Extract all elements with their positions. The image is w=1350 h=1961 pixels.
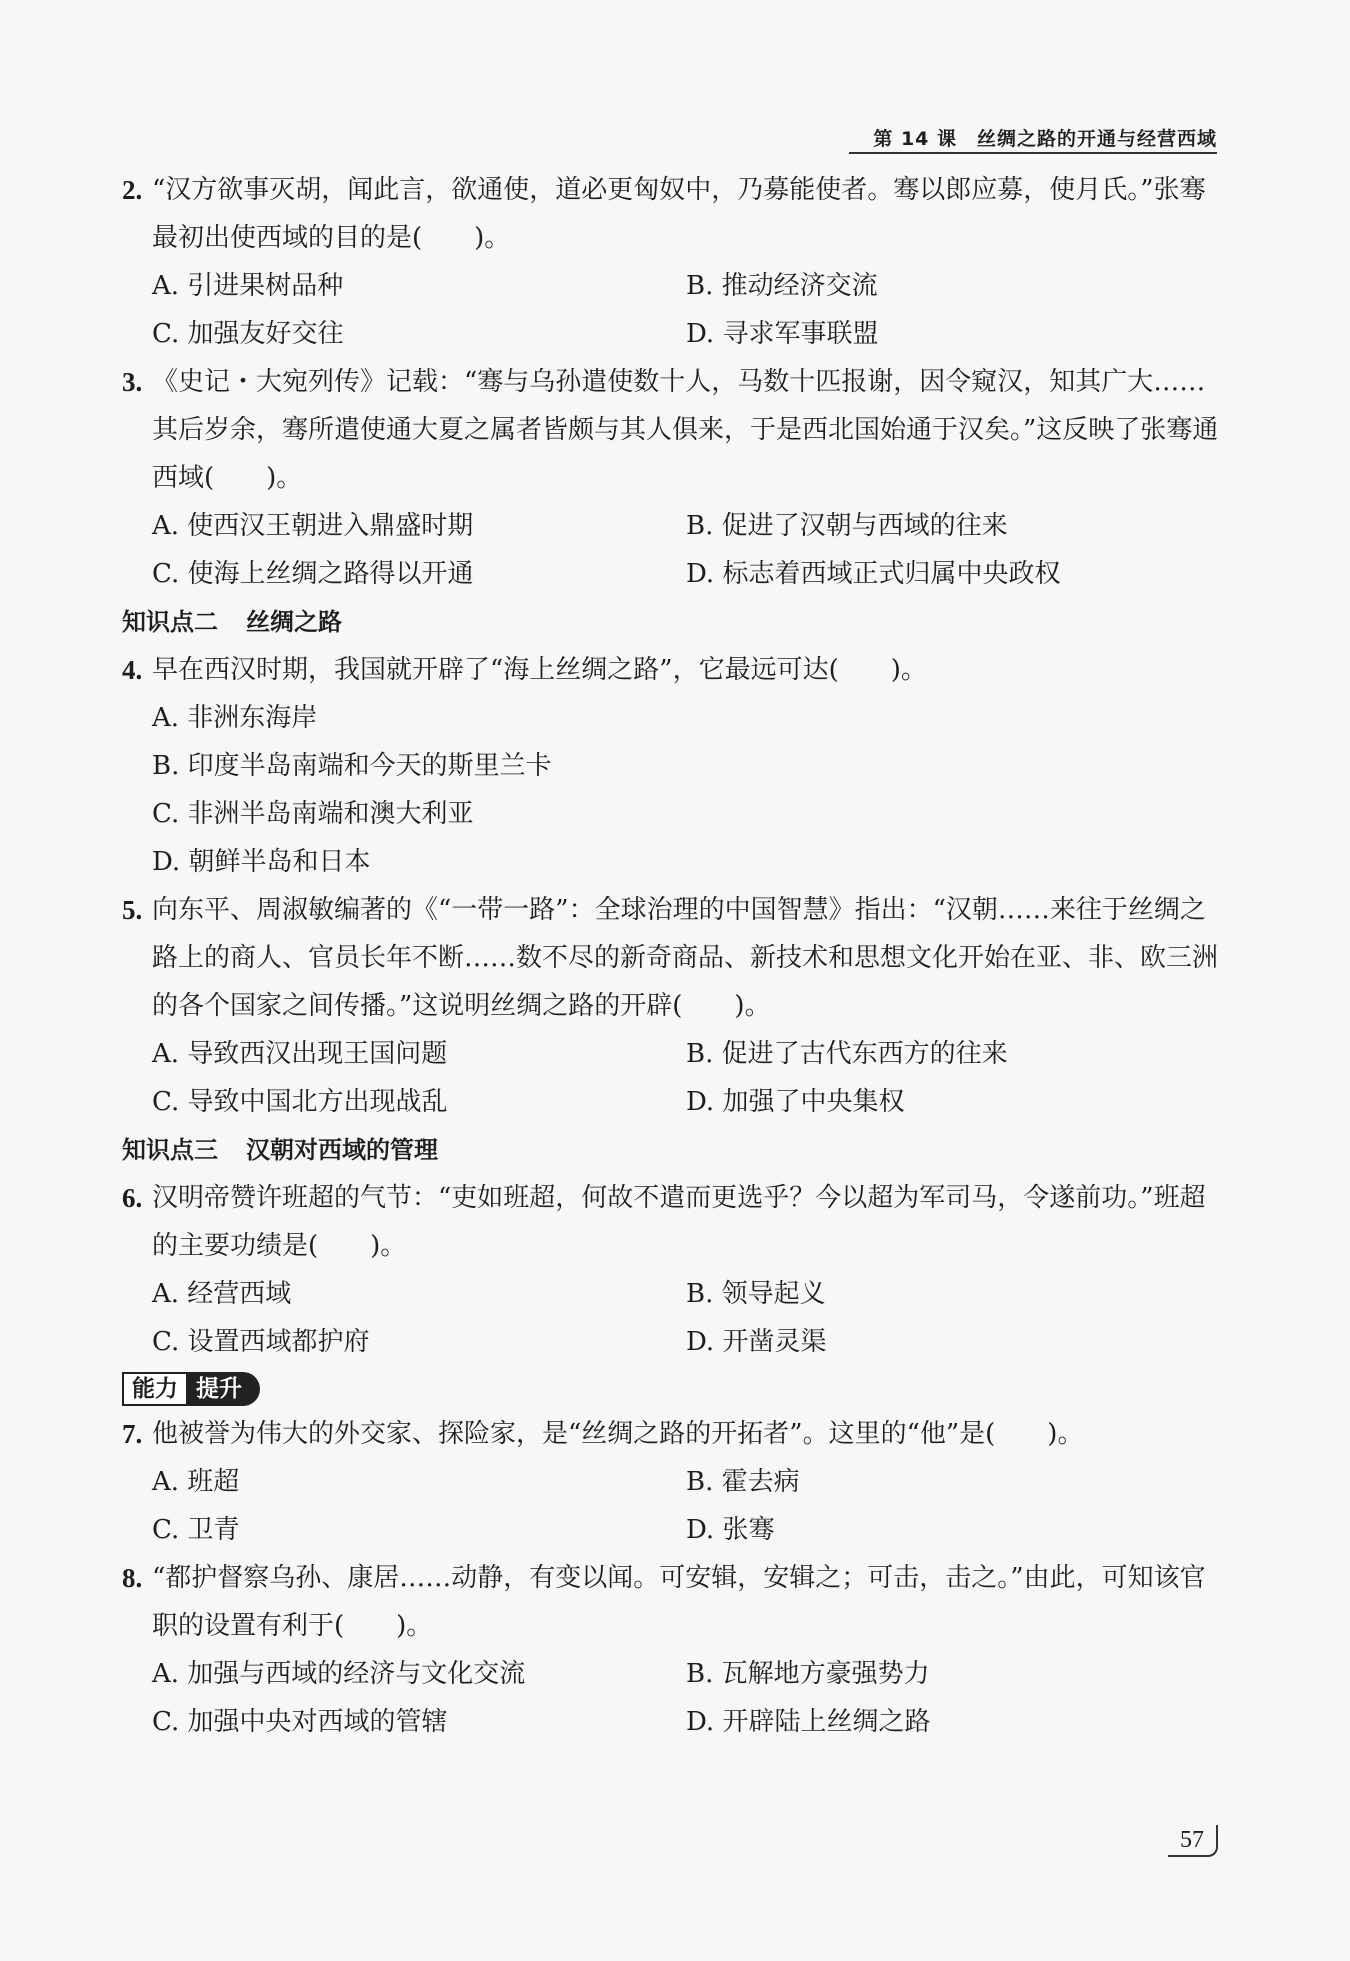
option-b[interactable]: B. 领导起义 — [686, 1279, 826, 1309]
option-a[interactable]: A. 引进果树品种 — [152, 271, 344, 301]
option-c[interactable]: C. 加强中央对西域的管辖 — [152, 1707, 448, 1737]
options-6 — [122, 1270, 1222, 1366]
options-7 — [122, 1458, 1222, 1554]
option-b[interactable]: B. 推动经济交流 — [686, 271, 878, 301]
question-number: 6. — [122, 1183, 143, 1213]
options-5 — [122, 1030, 1222, 1126]
option-a[interactable]: A. 班超 — [152, 1467, 240, 1497]
question-6 — [122, 1174, 1222, 1270]
section-heading-2 — [122, 598, 1222, 646]
question-5 — [122, 886, 1222, 1030]
question-number: 5. — [122, 895, 143, 925]
question-8 — [122, 1554, 1222, 1650]
question-number: 3. — [122, 367, 143, 397]
ability-badge — [122, 1372, 260, 1406]
question-stem: 早在西汉时期，我国就开辟了“海上丝绸之路”，它最远可达( )。 — [152, 655, 927, 685]
question-stem: 向东平、周淑敏编著的《“一带一路”：全球治理的中国智慧》指出：“汉朝……来往于丝绸之路上的商人、官员长年不断……数不尽的新奇商品、新技术和思想文化开始在亚、非、欧三洲的各个国家之间传播。”这说明丝绸之路的开辟( )。 — [152, 895, 1219, 1021]
option-a[interactable]: A. 导致西汉出现王国问题 — [152, 1039, 448, 1069]
option-c[interactable]: C. 卫青 — [152, 1515, 240, 1545]
question-3 — [122, 358, 1222, 502]
option-b[interactable]: B. 促进了汉朝与西域的往来 — [686, 511, 1008, 541]
question-number: 7. — [122, 1419, 143, 1449]
lesson-header: 第 14 课 丝绸之路的开通与经营西域 — [849, 128, 1217, 154]
option-b[interactable]: B. 瓦解地方豪强势力 — [686, 1659, 930, 1689]
options-8 — [122, 1650, 1222, 1746]
question-stem: 《史记・大宛列传》记载：“骞与乌孙遣使数十人，马数十匹报谢，因令窥汉，知其广大……其后岁余，骞所遣使通大夏之属者皆颇与其人俱来，于是西北国始通于汉矣。”这反映了张骞通西域( )。 — [152, 367, 1219, 493]
option-b[interactable]: B. 印度半岛南端和今天的斯里兰卡 — [152, 751, 552, 781]
option-d[interactable]: D. 张骞 — [686, 1515, 775, 1545]
options-2 — [122, 262, 1222, 358]
question-number: 8. — [122, 1563, 143, 1593]
option-a[interactable]: A. 非洲东海岸 — [152, 703, 318, 733]
option-d[interactable]: D. 朝鲜半岛和日本 — [152, 847, 371, 877]
question-stem: “都护督察乌孙、康居……动静，有变以闻。可安辑，安辑之；可击，击之。”由此，可知该官职的设置有利于( )。 — [152, 1563, 1206, 1641]
option-b[interactable]: B. 促进了古代东西方的往来 — [686, 1039, 1008, 1069]
section-label: 知识点二 — [122, 608, 218, 636]
option-c[interactable]: C. 加强友好交往 — [152, 319, 344, 349]
options-3 — [122, 502, 1222, 598]
question-stem: “汉方欲事灭胡，闻此言，欲通使，道必更匈奴中，乃募能使者。骞以郎应募，使月氏。”张骞最初出使西域的目的是( )。 — [152, 175, 1206, 253]
question-stem: 他被誉为伟大的外交家、探险家，是“丝绸之路的开拓者”。这里的“他”是( )。 — [152, 1419, 1084, 1449]
question-number: 4. — [122, 655, 143, 685]
option-d[interactable]: D. 开辟陆上丝绸之路 — [686, 1707, 931, 1737]
question-4 — [122, 646, 1222, 694]
question-number: 2. — [122, 175, 143, 205]
option-c[interactable]: C. 使海上丝绸之路得以开通 — [152, 559, 474, 589]
option-d[interactable]: D. 寻求军事联盟 — [686, 319, 879, 349]
question-7 — [122, 1410, 1222, 1458]
question-stem: 汉明帝赞许班超的气节：“吏如班超，何故不遣而更选乎？今以超为军司马，令遂前功。”班超的主要功绩是( )。 — [152, 1183, 1206, 1261]
option-d[interactable]: D. 标志着西域正式归属中央政权 — [686, 559, 1061, 589]
page-number: 57 — [1168, 1825, 1218, 1857]
question-list — [122, 166, 1222, 1746]
option-a[interactable]: A. 加强与西域的经济与文化交流 — [152, 1659, 526, 1689]
option-a[interactable]: A. 经营西域 — [152, 1279, 292, 1309]
question-2 — [122, 166, 1222, 262]
option-d[interactable]: D. 加强了中央集权 — [686, 1087, 905, 1117]
option-d[interactable]: D. 开凿灵渠 — [686, 1327, 827, 1357]
section-heading-3 — [122, 1126, 1222, 1174]
option-b[interactable]: B. 霍去病 — [686, 1467, 800, 1497]
option-c[interactable]: C. 非洲半岛南端和澳大利亚 — [152, 799, 474, 829]
badge-right: 提升 — [188, 1372, 260, 1406]
options-4 — [122, 694, 1222, 886]
option-c[interactable]: C. 导致中国北方出现战乱 — [152, 1087, 448, 1117]
option-c[interactable]: C. 设置西域都护府 — [152, 1327, 370, 1357]
option-a[interactable]: A. 使西汉王朝进入鼎盛时期 — [152, 511, 474, 541]
section-title: 丝绸之路 — [246, 608, 342, 636]
badge-left: 能力 — [122, 1372, 188, 1406]
section-title: 汉朝对西域的管理 — [246, 1136, 438, 1164]
section-label: 知识点三 — [122, 1136, 218, 1164]
